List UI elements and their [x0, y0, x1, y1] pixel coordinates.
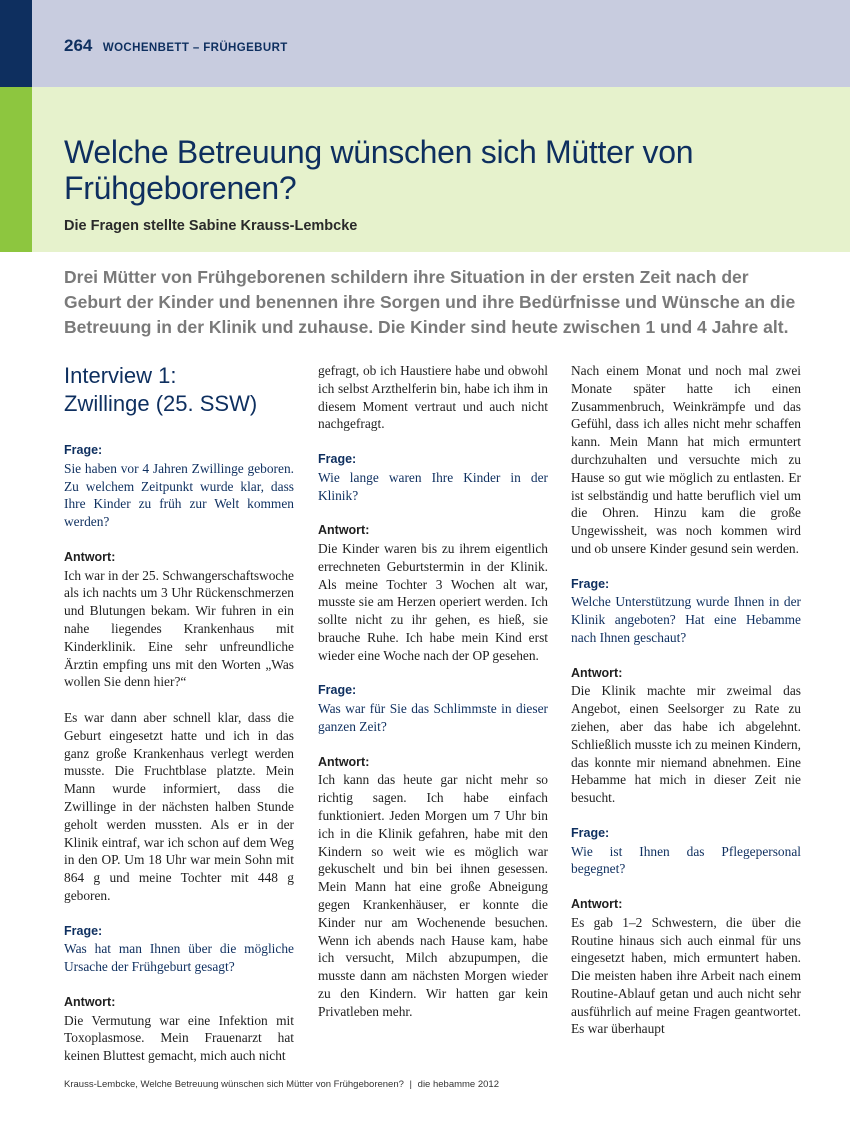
text-column-1	[64, 362, 294, 1065]
question-1-text: Sie haben vor 4 Jahren Zwillinge geboren. Zu welchem Zeitpunkt wurde klar, dass Ihre Kinder zu früh zur Welt kommen werden?	[64, 460, 294, 530]
answer-label: Antwort:	[64, 549, 116, 564]
question-3	[318, 451, 548, 504]
article-lead: Drei Mütter von Frühgeborenen schildern ihre Situation in der ersten Zeit nach der Geburt der Kinder und benennen ihre Sorgen und ihre Bedürfnisse und Wünsche an die Betreuung in der Klinik und zuhause. Die Kinder sind heute zwischen 1 und 4 Jahre alt.	[64, 267, 796, 337]
running-header	[64, 36, 288, 56]
question-2	[64, 923, 294, 976]
answer-1-text: Ich war in der 25. Schwangerschaftswoche als ich nachts um 3 Uhr Rückenschmerzen und Blutungen bekam. Wir fuhren in ein nahe liegendes Krankenhaus mit Kinderklinik. Eine sehr unfreundliche Ärztin empfing uns mit den Worten „Was wollen Sie denn hier?“	[64, 567, 294, 690]
interview-title-line1: Interview 1:	[64, 363, 177, 388]
answer-label: Antwort:	[64, 994, 116, 1009]
answer-label: Antwort:	[318, 754, 370, 769]
question-label: Frage:	[318, 451, 357, 466]
question-label: Frage:	[64, 443, 103, 457]
answer-3-text: Die Kinder waren bis zu ihrem eigentlich errechneten Geburtstermin in der Klinik. Als meine Tochter 3 Wochen alt war, musste sie am Herzen operiert werden. Ich sollte nicht zu ihr gehen, es hieß, sie brauche Ruhe. Ich habe mein Kind erst wieder eine Woche nach der OP gesehen.	[318, 540, 548, 663]
answer-4-continued: Nach einem Monat und noch mal zwei Monate später hatte ich einen Zusammenbruch, Weinkrämpfe und das Gefühl, dass ich alles nicht mehr schaffen kann. Mein Mann hat mich ermuntert durchzuhalten und versuchte mich zu Hause so gut wie möglich zu entlasten. Er ist selbständig und hatte beruflich viel um die Ohren. Hinzu kam die große Ungewissheit, was noch kommen wird und ob unsere Kinder gesund sein werden.	[571, 363, 801, 556]
article-byline: Die Fragen stellte Sabine Krauss-Lembcke	[64, 218, 358, 234]
text-column-3	[571, 362, 801, 1038]
text-column-2	[318, 362, 548, 1020]
page-footer	[64, 1079, 499, 1090]
question-5	[571, 576, 801, 647]
page-number: 264	[64, 36, 93, 55]
header-accent-bar	[0, 0, 32, 87]
answer-4	[318, 754, 548, 1021]
question-1	[64, 442, 294, 531]
answer-5-text: Die Klinik machte mir zweimal das Angebot, einen Seelsorger zu Rate zu ziehen, aber das habe ich abgelehnt. Schließlich musste ich zu meinen Kindern, das konnte mir niemand abnehmen. Eine Hebamme hat mich in dieser Zeit nie besucht.	[571, 683, 801, 806]
question-label: Frage:	[571, 825, 610, 840]
answer-5	[571, 665, 801, 807]
question-6	[571, 825, 801, 878]
question-5-text: Welche Unterstützung wurde Ihnen in der Klinik angeboten? Hat eine Hebamme nach Ihnen geschaut?	[571, 594, 801, 645]
article-title: Welche Betreuung wünschen sich Mütter von Frühgeborenen?	[64, 134, 694, 206]
answer-3	[318, 522, 548, 664]
footer-journal: die hebamme 2012	[417, 1079, 499, 1090]
question-4-text: Was war für Sie das Schlimmste in dieser ganzen Zeit?	[318, 701, 548, 734]
footer-separator: |	[409, 1079, 413, 1090]
answer-2	[64, 994, 294, 1065]
answer-6	[571, 896, 801, 1038]
interview-title	[64, 362, 294, 418]
answer-1	[64, 549, 294, 691]
question-6-text: Wie ist Ihnen das Pflegepersonal begegnet?	[571, 843, 801, 877]
answer-1-continued: Es war dann aber schnell klar, dass die Geburt eingesetzt hatte und ich in das ganz große Krankenhaus verlegt werden musste. Die Fruchtblase platzte. Mein Mann wurde informiert, dass die Zwillinge in der nächsten halben Stunde geholt werden mussten. Als er in der Klinik eintraf, war ich schon auf dem Weg in den OP. Um 18 Uhr war mein Sohn mit 864 g und meine Tochter mit 448 g geboren.	[64, 709, 294, 903]
title-accent-bar	[0, 87, 32, 252]
question-label: Frage:	[64, 923, 103, 938]
interview-title-line2: Zwillinge (25. SSW)	[64, 391, 258, 416]
answer-6-text: Es gab 1–2 Schwestern, die über die Routine hinaus sich auch einmal für uns eingesetzt haben, mich ermuntert haben. Die meisten haben ihre Arbeit nach einem Routine-Ablauf getan und auch nicht sehr ausführlich auf meine Fragen geantwortet. Es war überhaupt	[571, 914, 801, 1037]
question-4	[318, 682, 548, 735]
question-2-text: Was hat man Ihnen über die mögliche Ursache der Frühgeburt gesagt?	[64, 941, 294, 975]
section-title: WOCHENBETT – FRÜHGEBURT	[102, 42, 288, 54]
footer-citation: Krauss-Lembcke, Welche Betreuung wünschen sich Mütter von Frühgeborenen?	[64, 1079, 404, 1090]
answer-2-continued: gefragt, ob ich Haustiere habe und obwohl ich selbst Arzthelferin bin, habe ich ihm in diesem Moment vertraut und auch nicht nachgefragt.	[318, 363, 548, 432]
question-label: Frage:	[571, 576, 610, 591]
answer-label: Antwort:	[318, 523, 370, 538]
answer-label: Antwort:	[571, 665, 623, 680]
answer-label: Antwort:	[571, 896, 623, 911]
question-label: Frage:	[318, 683, 357, 698]
answer-2-text: Die Vermutung war eine Infektion mit Toxoplasmose. Mein Frauenarzt hat keinen Bluttest gemacht, mich auch nicht	[64, 1012, 294, 1064]
answer-4-text: Ich kann das heute gar nicht mehr so richtig sagen. Ich habe einfach funktioniert. Jeden Morgen um 7 Uhr bin ich in die Klinik gefahren, habe mit den Kindern so weit wie es möglich war gekuschelt und bin bei ihnen gesessen. Mein Mann hat eine große Abneigung gegen Krankenhäuser, er konnte die Kinder nur am Wochenende besuchen. Wenn ich abends nach Hause kam, habe ich versucht, Milch abzupumpen, die musste dann am nächsten Morgen wieder zu den Kindern. Wir hatten gar kein Privatleben mehr.	[318, 772, 548, 1019]
question-3-text: Wie lange waren Ihre Kinder in der Klinik?	[318, 469, 548, 503]
